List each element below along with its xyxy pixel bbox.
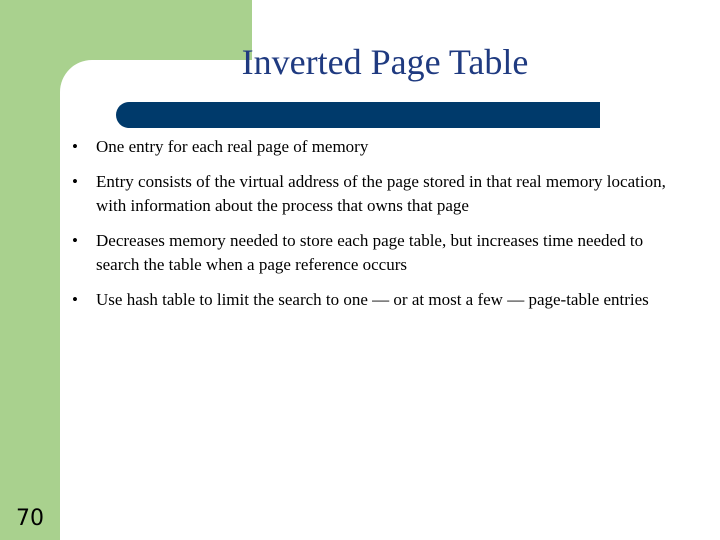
bullet-text: Decreases memory needed to store each page table, but increases time needed to search the table when a page reference occurs (96, 231, 644, 274)
bullet-text: One entry for each real page of memory (96, 137, 369, 156)
bullet-list (72, 135, 672, 323)
bullet-marker: • (72, 231, 78, 250)
bullet-item (72, 170, 672, 218)
green-side-band (0, 0, 60, 540)
title-underline-bar (116, 102, 600, 128)
bullet-marker: • (72, 290, 78, 309)
bullet-text: Entry consists of the virtual address of the page stored in that real memory location, with information about the process that owns that page (96, 172, 666, 215)
bullet-marker: • (72, 172, 78, 191)
bullet-item (72, 288, 672, 312)
bullet-item (72, 135, 672, 159)
slide-title: Inverted Page Table (241, 42, 529, 82)
bullet-text: Use hash table to limit the search to one — or at most a few — page-table entries (96, 290, 649, 309)
bullet-marker: • (72, 137, 78, 156)
bullet-item (72, 229, 672, 277)
slide-number: 70 (16, 506, 44, 531)
